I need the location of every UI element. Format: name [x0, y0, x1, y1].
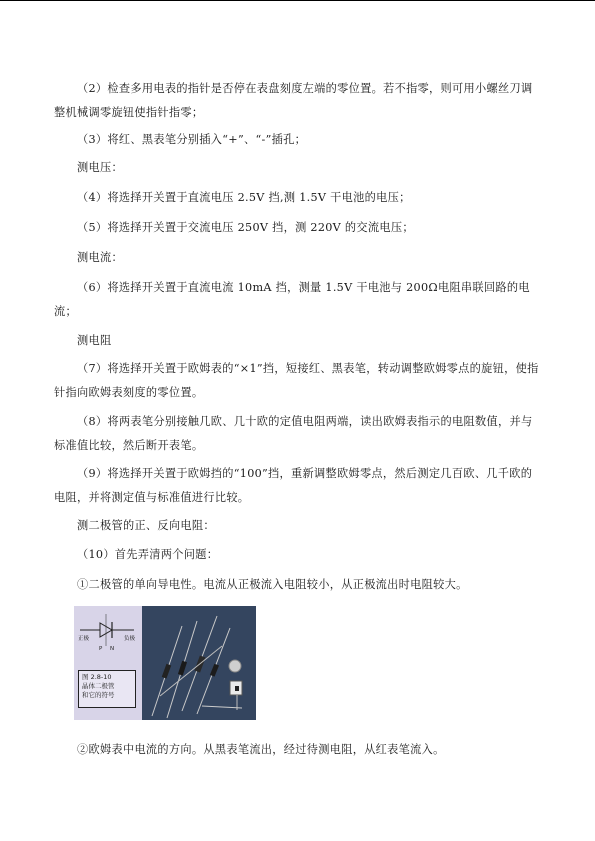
paragraph-step-7: （7）将选择开关置于欧姆表的“×1”挡，短接红、黑表笔，转动调整欧姆零点的旋钮，使指针指向欧姆表刻度的零位置。 [54, 362, 539, 399]
question-2: ②欧姆表中电流的方向。从黑表笔流出，经过待测电阻，从红表笔流入。 [77, 743, 445, 756]
diode-photo-icon [142, 606, 256, 720]
paragraph-step-3: （3）将红、黑表笔分别插入“+”、“-”插孔； [77, 133, 307, 146]
paragraph-step-2: （2）检查多用电表的指针是否停在表盘刻度左端的零位置。若不指零，则可用小螺丝刀调整机械调零旋钮使指针指零； [54, 82, 533, 119]
positive-label: 正极 [78, 636, 90, 642]
figure-caption-line-2: 和它的符号 [82, 691, 115, 699]
heading-measure-current: 测电流： [77, 251, 123, 264]
negative-label: 负极 [124, 636, 136, 642]
figure-caption [78, 670, 136, 708]
paragraph-step-6: （6）将选择开关置于直流电流 10mA 挡，测量 1.5V 干电池与 200Ω电阻串联回路的电流； [54, 281, 530, 318]
paragraph-step-5: （5）将选择开关置于交流电压 250V 挡，测 220V 的交流电压； [77, 221, 414, 234]
p-label: P [99, 646, 103, 652]
paragraph-step-4: （4）将选择开关置于直流电压 2.5V 挡,测 1.5V 干电池的电压； [77, 191, 411, 204]
paragraph-step-10: （10）首先弄清两个问题： [77, 548, 219, 561]
question-1: ①二极管的单向导电性。电流从正极流入电阻较小，从正极流出时电阻较大。 [77, 578, 468, 591]
heading-measure-voltage: 测电压： [77, 161, 123, 174]
figure-caption-number: 图 2.8-10 [82, 673, 112, 681]
diode-symbol-panel [74, 606, 142, 720]
heading-diode-resistance: 测二极管的正、反向电阻： [77, 519, 215, 532]
figure-caption-line-1: 晶体二极管 [82, 682, 115, 690]
page-top-rule [0, 0, 595, 1]
paragraph-step-8: （8）将两表笔分别接触几欧、几十欧的定值电阻两端，读出欧姆表指示的电阻数值，并与标准值比较，然后断开表笔。 [54, 415, 533, 452]
heading-measure-resistance: 测电阻 [77, 334, 112, 347]
diode-figure [74, 606, 256, 720]
paragraph-step-9: （9）将选择开关置于欧姆挡的“100”挡，重新调整欧姆零点，然后测定几百欧、几千欧的电阻，并将测定值与标准值进行比较。 [54, 467, 533, 504]
n-label: N [110, 646, 115, 652]
